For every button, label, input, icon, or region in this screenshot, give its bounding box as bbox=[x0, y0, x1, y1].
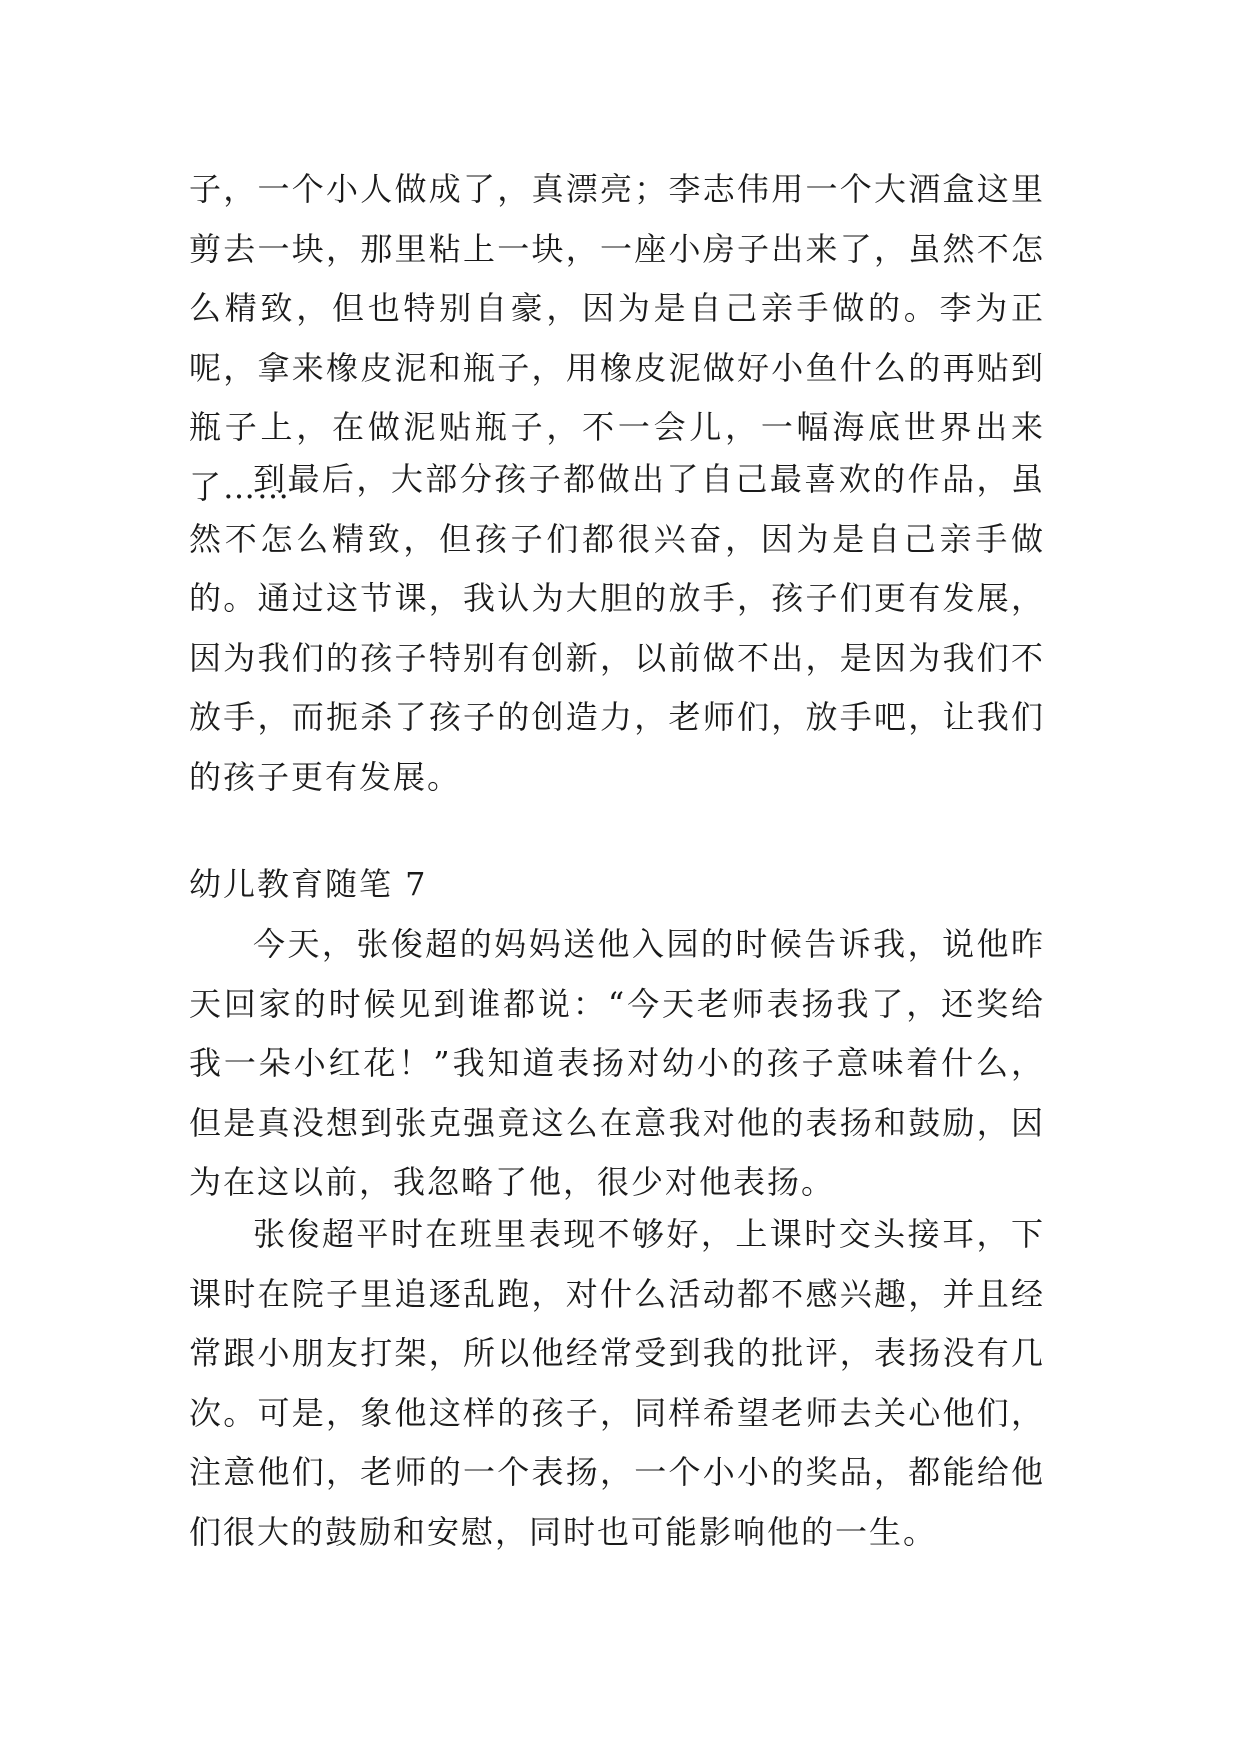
paragraph bbox=[189, 450, 1045, 807]
section-heading: 幼儿教育随笔 7 bbox=[189, 865, 428, 903]
paragraph bbox=[189, 1205, 1045, 1562]
paragraph-text: 子，一个小人做成了，真漂亮；李志伟用一个大酒盒这里剪去一块，那里粘上一块，一座小房子出来了，虽然不怎么精致，但也特别自豪，因为是自己亲手做的。李为正呢，拿来橡皮泥和瓶子，用橡皮泥做好小鱼什么的再贴到瓶子上，在做泥贴瓶子，不一会儿，一幅海底世界出来了…… bbox=[189, 170, 1045, 506]
paragraph-text: 张俊超平时在班里表现不够好，上课时交头接耳，下课时在院子里追逐乱跑，对什么活动都不感兴趣，并且经常跟小朋友打架，所以他经常受到我的批评，表扬没有几次。可是，象他这样的孩子，同样希望老师去关心他们，注意他们，老师的一个表扬，一个小小的奖品，都能给他们很大的鼓励和安慰，同时也可能影响他的一生。 bbox=[189, 1215, 1045, 1551]
paragraph bbox=[189, 915, 1045, 1213]
paragraph-text: 今天，张俊超的妈妈送他入园的时候告诉我，说他昨天回家的时候见到谁都说：“今天老师表扬我了，还奖给我一朵小红花！”我知道表扬对幼小的孩子意味着什么，但是真没想到张克强竟这么在意我对他的表扬和鼓励，因为在这以前，我忽略了他，很少对他表扬。 bbox=[189, 925, 1045, 1201]
paragraph-text: 到最后，大部分孩子都做出了自己最喜欢的作品，虽然不怎么精致，但孩子们都很兴奋，因为是自己亲手做的。通过这节课，我认为大胆的放手，孩子们更有发展，因为我们的孩子特别有创新，以前做不出，是因为我们不放手，而扼杀了孩子的创造力，老师们，放手吧，让我们的孩子更有发展。 bbox=[189, 460, 1045, 796]
